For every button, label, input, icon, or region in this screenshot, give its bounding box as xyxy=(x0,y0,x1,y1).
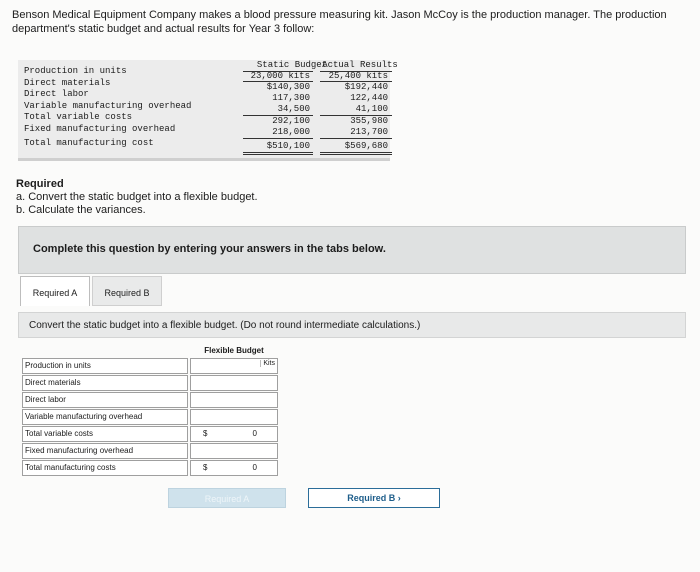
total-manufacturing-value: 0 xyxy=(252,463,257,472)
row-label-dm: Direct materials xyxy=(24,78,111,88)
banner-text: Complete this question by entering your answers in the tabs below. xyxy=(33,243,386,255)
static-production: 23,000 kits xyxy=(250,71,310,81)
previous-tab-button[interactable]: Required A xyxy=(168,488,286,508)
static-dm: $140,300 xyxy=(266,82,310,92)
instructions-banner xyxy=(18,226,686,274)
direct-labor-input[interactable] xyxy=(190,392,278,408)
row-label: Direct materials xyxy=(22,375,188,391)
static-fmo: 218,000 xyxy=(272,127,310,137)
actual-vmo: 41,100 xyxy=(355,104,388,114)
row-label: Production in units xyxy=(22,358,188,374)
total-variable-value: 0 xyxy=(252,429,257,438)
row-label-production: Production in units xyxy=(24,66,127,76)
next-tab-button[interactable]: Required B › xyxy=(308,488,440,508)
total-manufacturing-cost-field xyxy=(190,460,278,476)
required-a-text: a. Convert the static budget into a flexible budget. xyxy=(16,191,258,203)
actual-tmc: $569,680 xyxy=(344,141,388,151)
row-label-tmc: Total manufacturing cost xyxy=(24,138,154,148)
row-label-tvc: Total variable costs xyxy=(24,112,133,122)
dollar-sign: $ xyxy=(203,429,208,438)
tab-required-a[interactable] xyxy=(20,276,90,306)
static-dl: 117,300 xyxy=(272,93,310,103)
total-variable-costs-field xyxy=(190,426,278,442)
required-b-text: b. Calculate the variances. xyxy=(16,204,146,216)
required-title: Required xyxy=(16,178,64,190)
static-budget-table xyxy=(18,60,398,161)
row-label: Total variable costs xyxy=(22,426,188,442)
production-units-input[interactable] xyxy=(190,358,278,374)
question-instruction xyxy=(18,312,686,338)
required-section xyxy=(16,178,258,217)
dollar-sign: $ xyxy=(203,463,208,472)
row-label: Variable manufacturing overhead xyxy=(22,409,188,425)
actual-fmo: 213,700 xyxy=(350,127,388,137)
row-label-vmo: Variable manufacturing overhead xyxy=(24,101,192,111)
static-tvc: 292,100 xyxy=(272,116,310,126)
row-label: Direct labor xyxy=(22,392,188,408)
flexible-budget-header: Flexible Budget xyxy=(204,346,264,355)
col-header-static: Static Budget xyxy=(256,60,328,70)
row-label-fmo: Fixed manufacturing overhead xyxy=(24,124,176,134)
actual-tvc: 355,980 xyxy=(350,116,388,126)
instruction-text: Convert the static budget into a flexible budget. (Do not round intermediate calculations.) xyxy=(29,320,421,331)
problem-intro: Benson Medical Equipment Company makes a blood pressure measuring kit. Jason McCoy is the production manager. The production department's static budget and actual results for Year 3 follow: xyxy=(12,9,667,35)
tab-label: Required B xyxy=(104,288,150,298)
row-label: Total manufacturing costs xyxy=(22,460,188,476)
row-label-dl: Direct labor xyxy=(24,89,89,99)
col-header-actual: Actual Results xyxy=(322,60,398,70)
variable-overhead-input[interactable] xyxy=(190,409,278,425)
actual-production: 25,400 kits xyxy=(328,71,388,81)
kits-suffix: Kits xyxy=(260,360,275,367)
actual-dl: 122,440 xyxy=(350,93,388,103)
row-label: Fixed manufacturing overhead xyxy=(22,443,188,459)
direct-materials-input[interactable] xyxy=(190,375,278,391)
actual-dm: $192,440 xyxy=(344,82,388,92)
static-tmc: $510,100 xyxy=(266,141,310,151)
static-vmo: 34,500 xyxy=(277,104,310,114)
tab-label: Required A xyxy=(32,288,78,298)
fixed-overhead-input[interactable] xyxy=(190,443,278,459)
tab-required-b[interactable] xyxy=(92,276,162,306)
